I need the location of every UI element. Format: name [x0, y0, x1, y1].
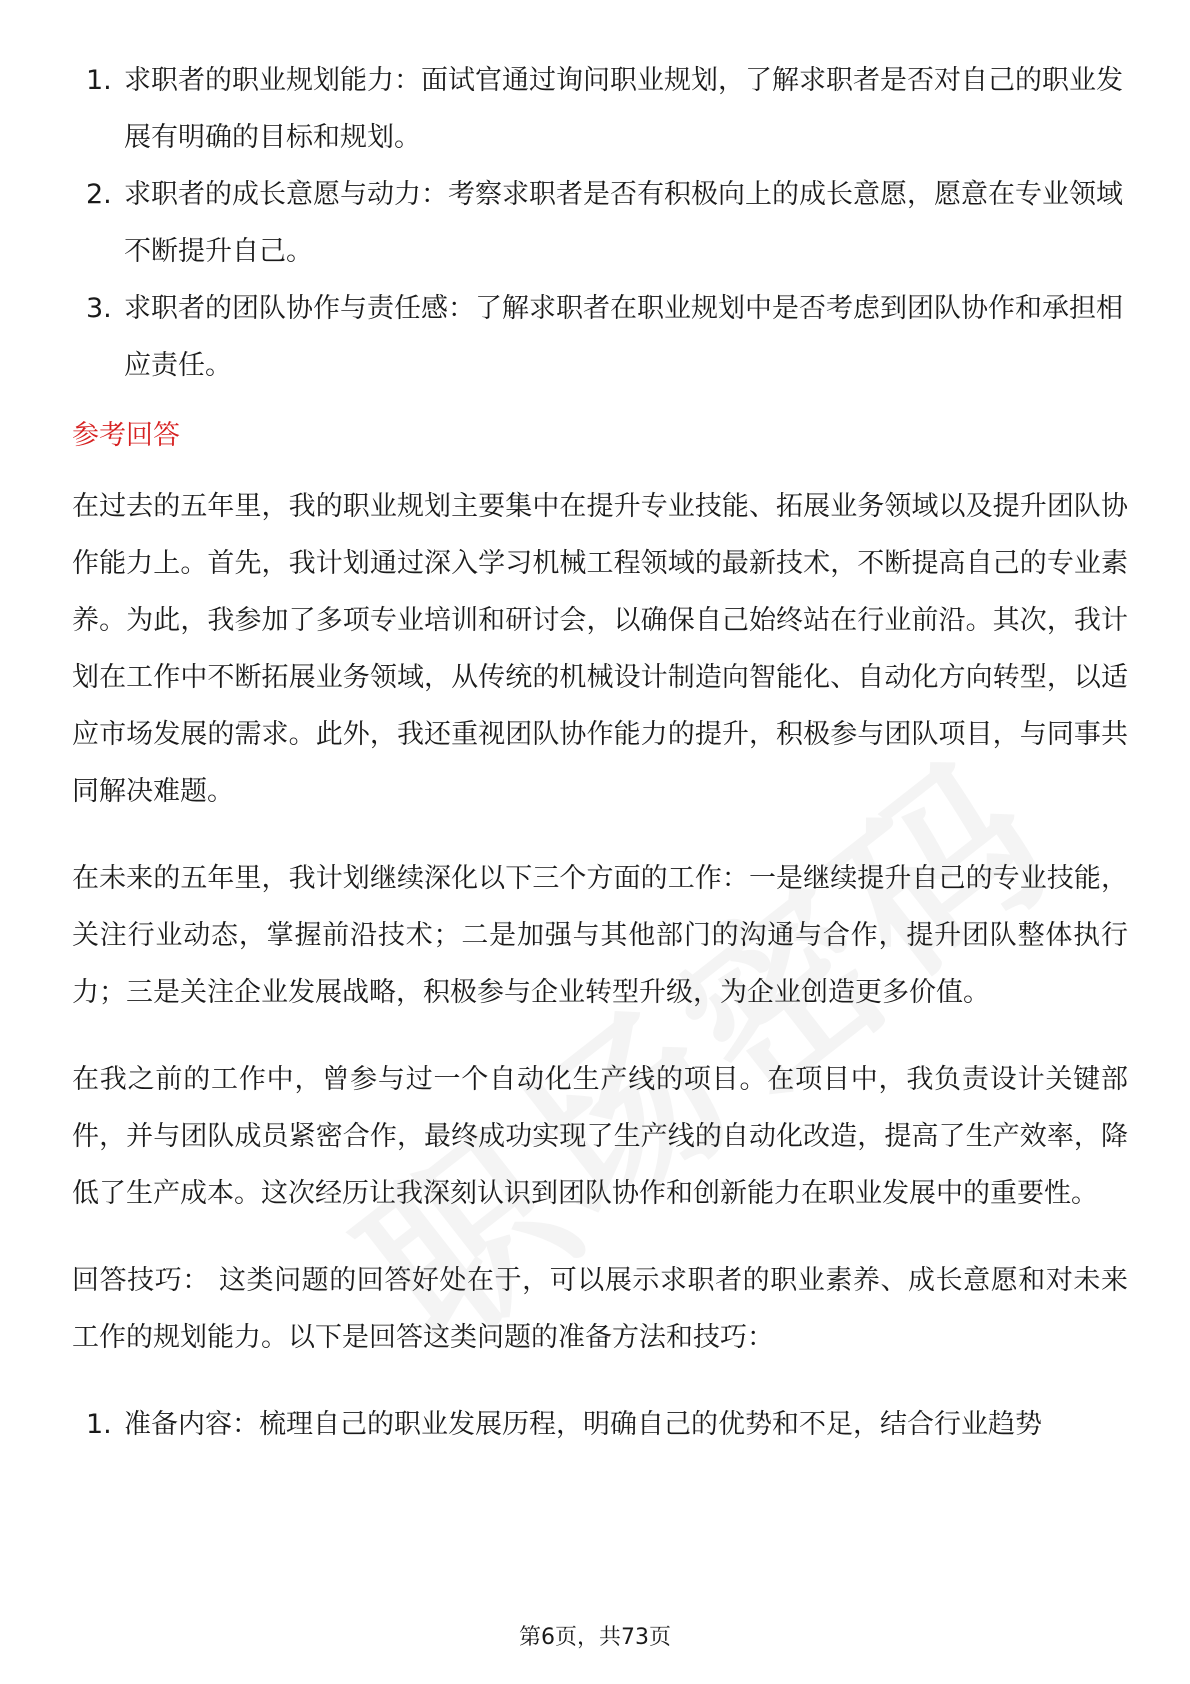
list-item-text: 求职者的成长意愿与动力：考察求职者是否有积极向上的成长意愿，愿意在专业领域不断提升自己。 [124, 179, 1123, 267]
list-number: 1. [86, 65, 112, 96]
list-item-text: 求职者的团队协作与责任感：了解求职者在职业规划中是否考虑到团队协作和承担相应责任。 [124, 293, 1123, 381]
reference-answer-heading: 参考回答 [72, 420, 180, 451]
list-item [72, 280, 1128, 394]
list-number: 2. [86, 179, 112, 210]
answer-paragraph-experience: 在我之前的工作中，曾参与过一个自动化生产线的项目。在项目中，我负责设计关键部件，并与团队成员紧密合作，最终成功实现了生产线的自动化改造，提高了生产效率，降低了生产成本。这次经历让我深刻认识到团队协作和创新能力在职业发展中的重要性。 [72, 1064, 1128, 1209]
tips-list [72, 1396, 1128, 1453]
list-item-text: 求职者的职业规划能力：面试官通过询问职业规划，了解求职者是否对自己的职业发展有明确的目标和规划。 [124, 65, 1123, 153]
list-item-text: 准备内容：梳理自己的职业发展历程，明确自己的优势和不足，结合行业趋势 [124, 1409, 1042, 1440]
list-item [72, 1396, 1128, 1453]
answer-paragraph-future: 在未来的五年里，我计划继续深化以下三个方面的工作：一是继续提升自己的专业技能，关注行业动态，掌握前沿技术；二是加强与其他部门的沟通与合作，提升团队整体执行力；三是关注企业发展战略，积极参与企业转型升级，为企业创造更多价值。 [72, 863, 1128, 1008]
list-number: 3. [86, 293, 112, 324]
page-content [72, 52, 1128, 1453]
list-number: 1. [86, 1409, 112, 1440]
list-item [72, 166, 1128, 280]
list-item [72, 52, 1128, 166]
answer-paragraph-past: 在过去的五年里，我的职业规划主要集中在提升专业技能、拓展业务领域以及提升团队协作能力上。首先，我计划通过深入学习机械工程领域的最新技术，不断提高自己的专业素养。为此，我参加了多项专业培训和研讨会，以确保自己始终站在行业前沿。其次，我计划在工作中不断拓展业务领域，从传统的机械设计制造向智能化、自动化方向转型，以适应市场发展的需求。此外，我还重视团队协作能力的提升，积极参与团队项目，与同事共同解决难题。 [72, 491, 1128, 807]
assessment-points-list [72, 52, 1128, 394]
answer-tips-paragraph: 回答技巧： 这类问题的回答好处在于，可以展示求职者的职业素养、成长意愿和对未来工作的规划能力。以下是回答这类问题的准备方法和技巧： [72, 1265, 1128, 1353]
page-number-footer: 第6页，共73页 [519, 1625, 671, 1650]
